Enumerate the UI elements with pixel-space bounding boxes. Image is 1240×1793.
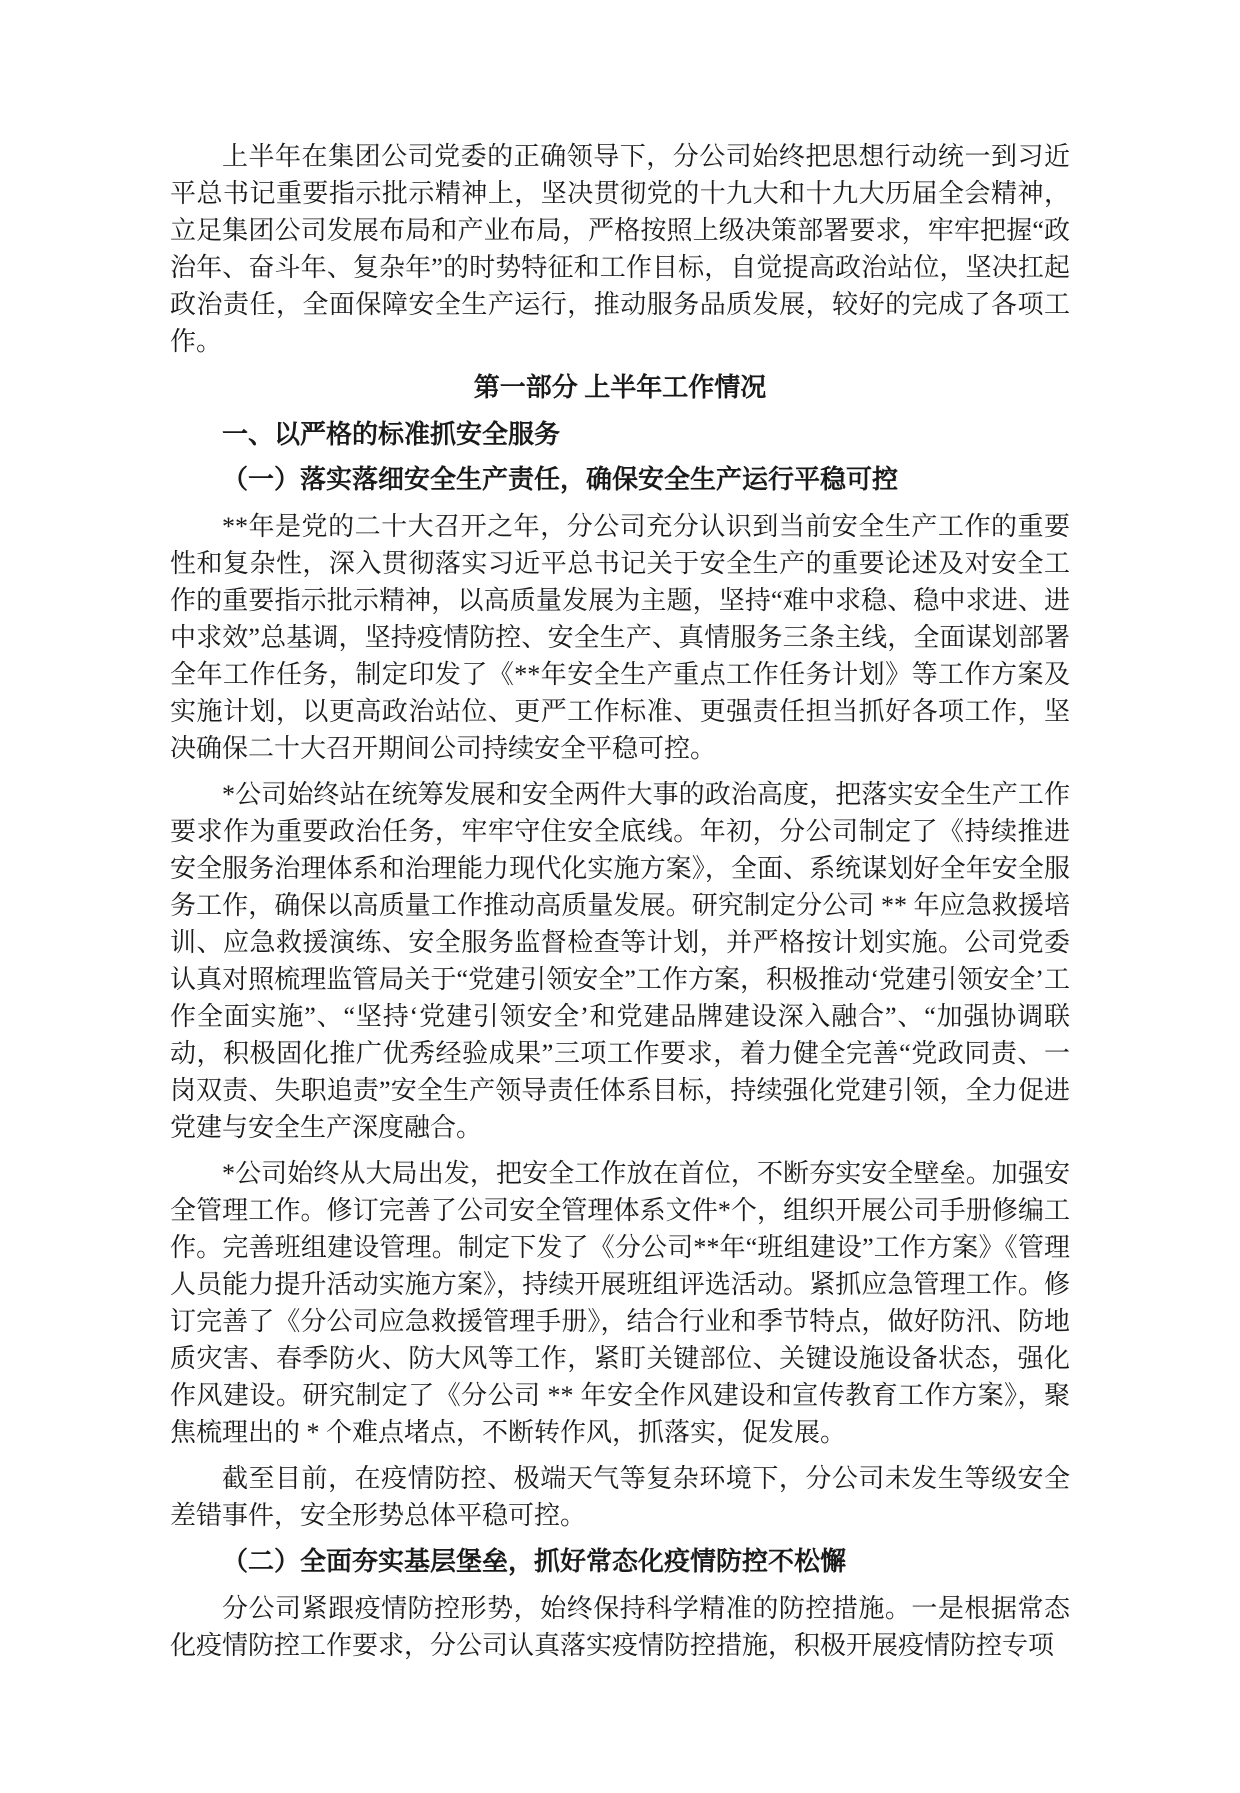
paragraph-epidemic-prevention: 分公司紧跟疫情防控形势，始终保持科学精准的防控措施。一是根据常态化疫情防控工作要求，分公司认真落实疫情防控措施，积极开展疫情防控专项 bbox=[170, 1594, 1070, 1660]
paragraph-current-status: 截至目前，在疫情防控、极端天气等复杂环境下，分公司未发生等级安全差错事件，安全形势总体平稳可控。 bbox=[170, 1464, 1070, 1530]
paragraph-safety-overview: **年是党的二十大召开之年，分公司充分认识到当前安全生产工作的重要性和复杂性，深入贯彻落实习近平总书记关于安全生产的重要论述及对安全工作的重要指示批示精神，以高质量发展为主题，坚持“难中求稳、稳中求进、进中求效”总基调，坚持疫情防控、安全生产、真情服务三条主线，全面谋划部署全年工作任务，制定印发了《**年安全生产重点工作任务计划》等工作方案及实施计划，以更高政治站位、更严工作标准、更强责任担当抓好各项工作，坚决确保二十大召开期间公司持续安全平稳可控。 bbox=[170, 512, 1070, 763]
part-one-heading: 第一部分 上半年工作情况 bbox=[473, 373, 767, 402]
paragraph-safety-management: *公司始终从大局出发，把安全工作放在首位，不断夯实安全壁垒。加强安全管理工作。修订完善了公司安全管理体系文件*个，组织开展公司手册修编工作。完善班组建设管理。制定下发了《分公司**年“班组建设”工作方案》《管理人员能力提升活动实施方案》，持续开展班组评选活动。紧抓应急管理工作。修订完善了《分公司应急救援管理手册》，结合行业和季节特点，做好防汛、防地质灾害、春季防火、防大风等工作，紧盯关键部位、关键设施设备状态，强化作风建设。研究制定了《分公司 ** 年安全作风建设和宣传教育工作方案》，聚焦梳理出的 * 个难点堵点，不断转作风，抓落实，促发展。 bbox=[170, 1159, 1070, 1447]
section-one-heading: 一、以严格的标准抓安全服务 bbox=[222, 420, 561, 449]
subsection-one-heading: （一）落实落细安全生产责任，确保安全生产运行平稳可控 bbox=[222, 465, 899, 494]
subsection-two-heading: （二）全面夯实基层堡垒，抓好常态化疫情防控不松懈 bbox=[222, 1547, 847, 1576]
intro-paragraph: 上半年在集团公司党委的正确领导下，分公司始终把思想行动统一到习近平总书记重要指示批示精神上，坚决贯彻党的十九大和十九大历届全会精神，立足集团公司发展布局和产业布局，严格按照上级决策部署要求，牢牢把握“政治年、奋斗年、复杂年”的时势特征和工作目标，自觉提高政治站位，坚决扛起政治责任，全面保障安全生产运行，推动服务品质发展，较好的完成了各项工作。 bbox=[170, 142, 1070, 356]
paragraph-party-leadership: *公司始终站在统筹发展和安全两件大事的政治高度，把落实安全生产工作要求作为重要政治任务，牢牢守住安全底线。年初，分公司制定了《持续推进安全服务治理体系和治理能力现代化实施方案》，全面、系统谋划好全年安全服务工作，确保以高质量工作推动高质量发展。研究制定分公司 ** 年应急救援培训、应急救援演练、安全服务监督检查等计划，并严格按计划实施。公司党委认真对照梳理监管局关于“党建引领安全”工作方案，积极推动‘党建引领安全’工作全面实施”、“坚持‘党建引领安全’和党建品牌建设深入融合”、“加强协调联动，积极固化推广优秀经验成果”三项工作要求，着力健全完善“党政同责、一岗双责、失职追责”安全生产领导责任体系目标，持续强化党建引领，全力促进党建与安全生产深度融合。 bbox=[170, 780, 1070, 1142]
document-body bbox=[170, 138, 1070, 1664]
